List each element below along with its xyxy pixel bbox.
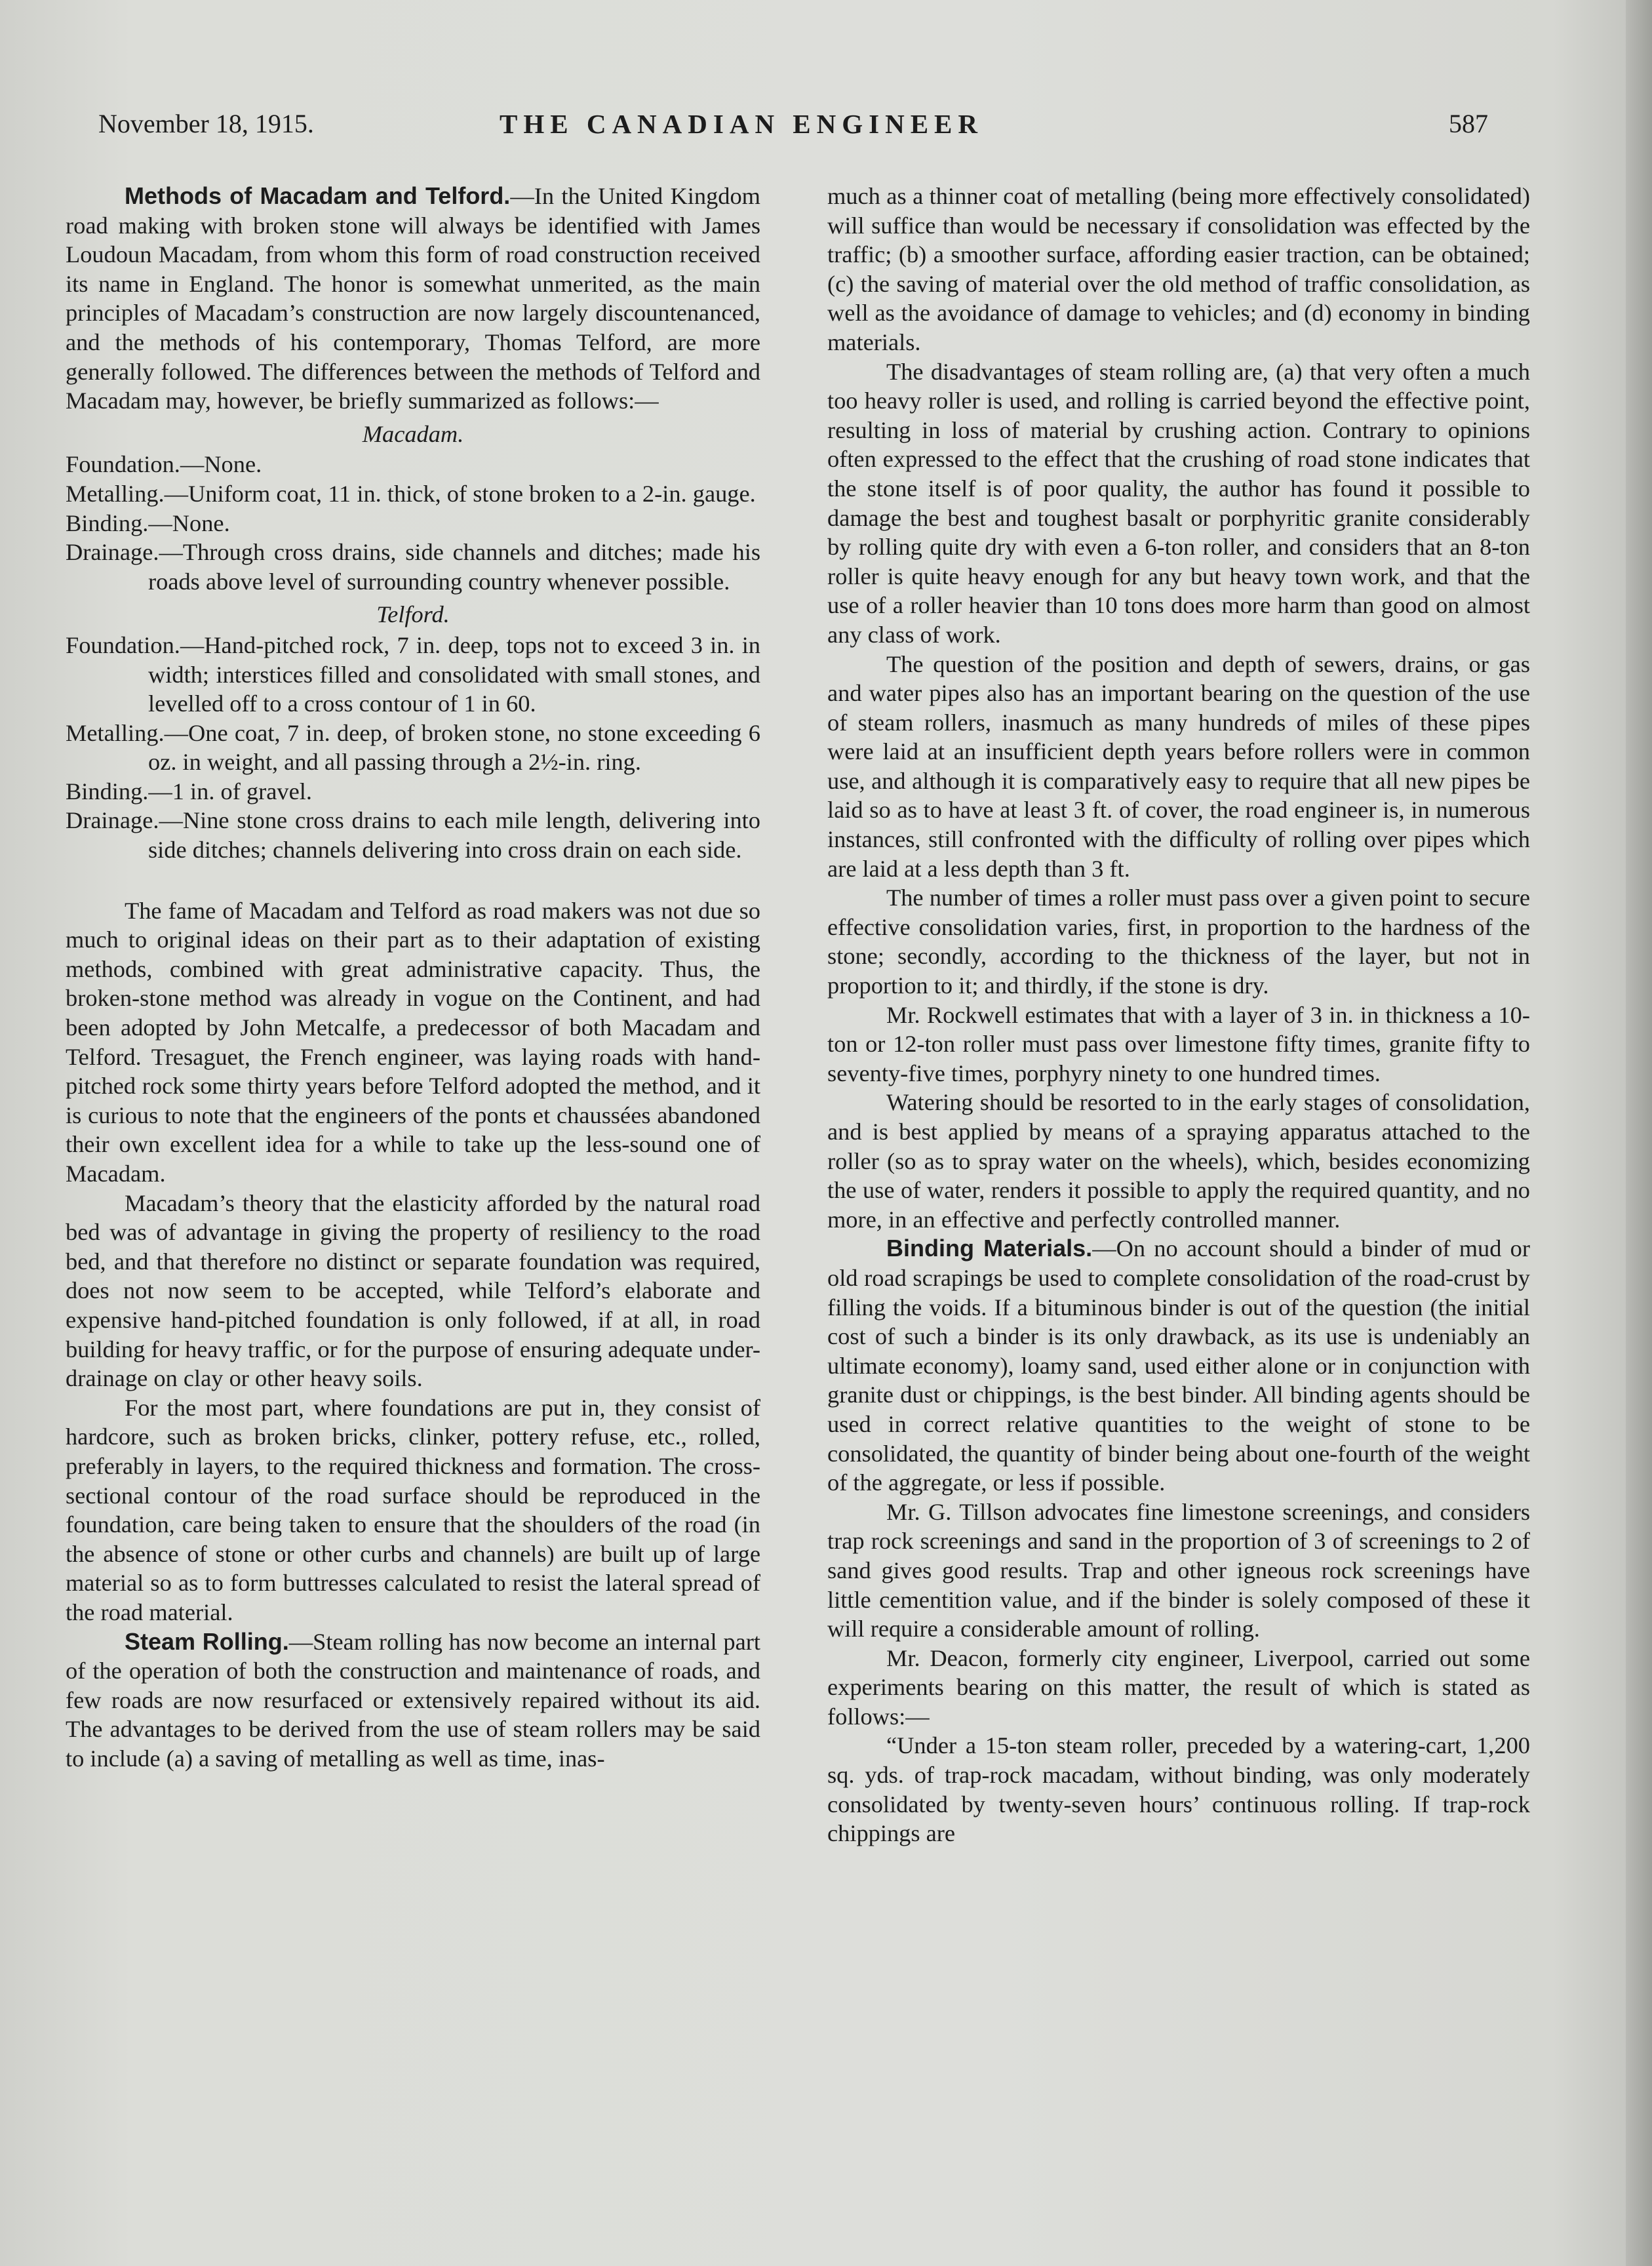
list-item: Foundation.—Hand-pitched rock, 7 in. deep, tops not to exceed 3 in. in width; interstices filled and consolidated with small stones, and levelled off to a cross contour of 1 in 60. (66, 631, 760, 717)
list-item: Drainage.—Through cross drains, side channels and ditches; made his roads above level of surrounding country whenever possible. (66, 539, 760, 595)
body-paragraph: Mr. Deacon, formerly city engineer, Liverpool, carried out some experiments bearing on this matter, the result of which is stated as follows:— (827, 1644, 1530, 1730)
telford-subheading: Telford. (376, 601, 450, 628)
binding-materials-paragraph: Binding Materials.—On no account should a binder of mud or old road scrapings be used to complete consolidation of the road-crust by filling the voids. If a bituminous binder is out of the question (the initial cost of such a binder is its only drawback, as its use is undeniably an ultimate economy), loamy sand, used either alone or in conjunction with granite dust or chippings, is the best binder. All binding agents should be used in correct relative quantities to the weight of stone to be consolidated, the quantity of binder being about one-fourth of the weight of the aggregate, or less if possible. (827, 1235, 1530, 1496)
body-paragraph: Watering should be resorted to in the early stages of consolidation, and is best applied by means of a spraying apparatus attached to the roller (so as to spray water on the wheels), which, besides economizing the use of water, renders it possible to apply the required quantity, and no more, in an effective and perfectly controlled manner. (827, 1089, 1530, 1233)
intro-paragraph: Methods of Macadam and Telford.—In the United Kingdom road making with broken stone will always be identified with James Loudoun Macadam, from whom this form of road construction received its name in England. The honor is somewhat unmerited, as the main principles of Macadam’s construction are now largely discountenanced, and the methods of his contemporary, Thomas Telford, are more generally followed. The differences between the methods of Telford and Macadam may, however, be briefly summarized as follows:— (66, 182, 760, 414)
section-heading: Steam Rolling. (125, 1627, 289, 1655)
page-number: 587 (1449, 109, 1488, 138)
list-item: Metalling.—One coat, 7 in. deep, of broken stone, no stone exceeding 6 oz. in weight, and all passing through a 2½-in. ring. (66, 719, 760, 776)
body-paragraph: The fame of Macadam and Telford as road makers was not due so much to original ideas on their part as to their adaptation of existing methods, combined with great administrative capacity. Thus, the broken-stone method was already in vogue on the Continent, and had been adopted by John Metcalfe, a predecessor of both Macadam and Telford. Tresaguet, the French engineer, was laying roads with hand-pitched rock some thirty years before Telford adopted the method, and it is curious to note that the engineers of the ponts et chaussées abandoned their own excellent idea for a while to take up the less-sound one of Macadam. (66, 897, 760, 1187)
body-paragraph: The disadvantages of steam rolling are, (a) that very often a much too heavy roller is used, and rolling is carried beyond the effective point, resulting in loss of material by crushing action. Contrary to opinions often expressed to the effect that the crushing of road stone indicates that the stone itself is of poor quality, the author has found it possible to damage the best and toughest basalt or porphyritic granite considerably by rolling quite dry with even a 6-ton roller, and considers that an 8-ton roller is quite heavy enough for any but heavy town work, and that the use of a roller heavier than 10 tons does more harm than good on almost any class of work. (827, 358, 1530, 648)
body-paragraph: The question of the position and depth of sewers, drains, or gas and water pipes also has an important bearing on the question of the use of steam rollers, inasmuch as many hundreds of miles of these pipes were laid at an insufficient depth years before rollers were in common use, and although it is comparatively easy to require that all new pipes be laid so as to have at least 3 ft. of cover, the road engineer is, in numerous instances, still confronted with the difficulty of rolling over pipes which are laid at a less depth than 3 ft. (827, 650, 1530, 882)
list-item: Drainage.—Nine stone cross drains to each mile length, delivering into side ditches; channels delivering into cross drain on each side. (66, 807, 760, 864)
list-item: Binding.—None. (66, 509, 230, 536)
issue-date: November 18, 1915. (98, 109, 314, 138)
list-item: Binding.—1 in. of gravel. (66, 778, 312, 805)
left-column (66, 182, 760, 1773)
body-paragraph: Macadam’s theory that the elasticity afforded by the natural road bed was of advantage in giving the property of resiliency to the road bed, and that therefore no distinct or separate foundation was required, does not now seem to be accepted, while Telford’s elaborate and expensive hand-pitched foundation is only followed, if at all, in road building for heavy traffic, or for the purpose of ensuring adequate under-drainage on clay or other heavy soils. (66, 1189, 760, 1392)
running-header (98, 108, 1488, 148)
body-paragraph: The number of times a roller must pass over a given point to secure effective consolidation varies, first, in proportion to the hardness of the stone; secondly, according to the thickness of the layer, but not in proportion to it; and thirdly, if the stone is dry. (827, 885, 1530, 999)
page-edge (1626, 0, 1652, 2266)
steam-rolling-paragraph: Steam Rolling.—Steam rolling has now become an internal part of the operation of both the construction and maintenance of roads, and few roads are now resurfaced or extensively repaired without its aid. The advantages to be derived from the use of steam rollers may be said to include (a) a saving of metalling as well as time, inas- (66, 1627, 760, 1772)
section-heading: Binding Materials. (886, 1235, 1093, 1262)
body-paragraph: much as a thinner coat of metalling (being more effectively consolidated) will suffice than would be necessary if consolidation was effected by the traffic; (b) a smoother surface, affording easier traction, can be obtained; (c) the saving of material over the old method of traffic consolidation, as well as the avoidance of damage to vehicles; and (d) economy in binding materials. (827, 183, 1530, 355)
body-paragraph: “Under a 15-ton steam roller, preceded by a watering-cart, 1,200 sq. yds. of trap-rock macadam, without binding, was only moderately consolidated by twenty-seven hours’ continuous rolling. If trap-rock chippings are (827, 1732, 1530, 1847)
body-paragraph: For the most part, where foundations are put in, they consist of hardcore, such as broken bricks, clinker, pottery refuse, etc., rolled, preferably in layers, to the required thickness and formation. The cross-sectional contour of the road surface should be reproduced in the foundation, care being taken to ensure that the shoulders of the road (in the absence of stone or other curbs and channels) are built up of large material so as to form buttresses calculated to resist the lateral spread of the road material. (66, 1394, 760, 1625)
journal-title: THE CANADIAN ENGINEER (500, 109, 984, 139)
body-paragraph: Mr. Rockwell estimates that with a layer of 3 in. in thickness a 10-ton or 12-ton roller must pass over limestone fifty times, granite fifty to seventy-five times, porphyry ninety to one hundred times. (827, 1001, 1530, 1086)
list-item: Metalling.—Uniform coat, 11 in. thick, of stone broken to a 2-in. gauge. (66, 480, 756, 507)
body-paragraph: Mr. G. Tillson advocates fine limestone screenings, and considers trap rock screenings and sand in the proportion of 3 of screenings to 2 of sand gives good results. Trap and other igneous rock screenings have little cementition value, and if the binder is solely composed of these it will require a considerable amount of rolling. (827, 1498, 1530, 1642)
right-column (827, 182, 1530, 1848)
section-heading: Methods of Macadam and Telford. (125, 182, 511, 209)
list-item: Foundation.—None. (66, 451, 262, 478)
macadam-subheading: Macadam. (362, 420, 464, 447)
